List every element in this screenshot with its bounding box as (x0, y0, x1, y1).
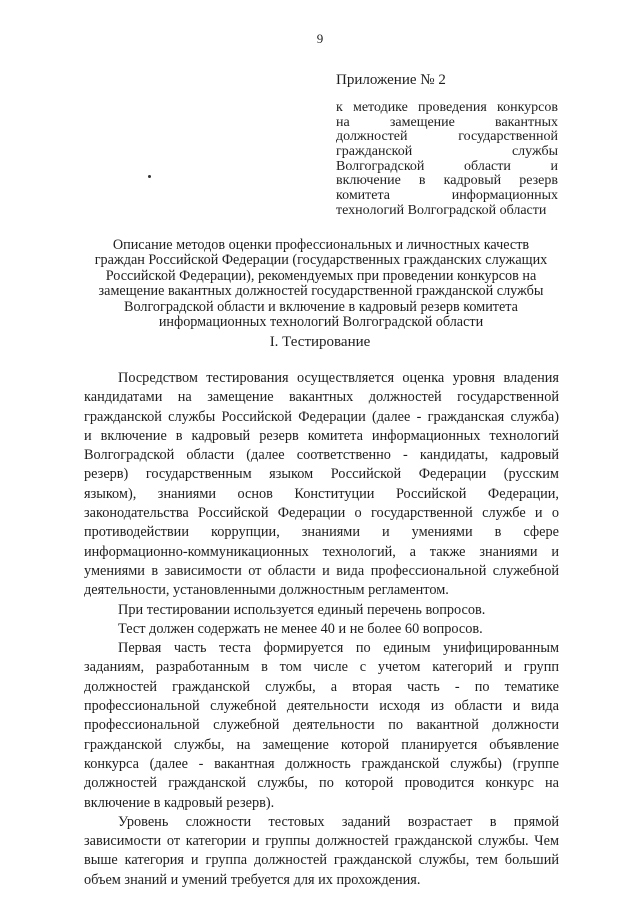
document-heading (80, 238, 562, 330)
appendix-reference-line: к методике проведения конкурсов (336, 100, 558, 115)
paragraph-line: конкурса (далее - вакантная должность гражданской службы) (группе (84, 755, 559, 772)
appendix-reference-line: Волгоградской области и (336, 158, 558, 174)
paragraph-line: законодательства Российской Федерации о государственной службе и о (84, 505, 559, 522)
paragraph-line: информационно-коммуникационных технологий, а также знаниями и (84, 543, 559, 560)
body-text (84, 369, 559, 890)
appendix-reference-line: технологий Волгоградской области (336, 202, 547, 218)
appendix-reference-line: гражданской службы (336, 144, 558, 160)
paragraph-line: должностей гражданской службы, по которой проводится конкурс на (84, 775, 559, 792)
appendix-reference-line: включение в кадровый резерв (336, 173, 558, 189)
paragraph-line: умениями в зависимости от области и вида профессиональной служебной (84, 562, 559, 579)
heading-line: информационных технологий Волгоградской области (158, 314, 484, 331)
heading-line: граждан Российской Федерации (государственных гражданских служащих (94, 252, 548, 269)
paragraph-line: деятельности, установленными должностным регламентом. (84, 582, 449, 599)
paragraph-line: выше категория и группа должностей гражданской службы, тем больший (84, 852, 559, 869)
paragraph-line: Уровень сложности тестовых заданий возрастает в прямой (118, 813, 559, 830)
heading-line: Волгоградской области и включение в кадровый резерв комитета (124, 298, 518, 315)
paragraph-line: гражданской службы, на замещение которой планируется объявление (84, 736, 559, 753)
paragraph-line: Посредством тестирования осуществляется оценка уровня владения (118, 370, 559, 386)
paragraph-line: При тестировании используется единый перечень вопросов. (118, 601, 486, 618)
paragraph-line: и включение в кадровый резерв комитета информационных технологий (84, 427, 559, 444)
appendix-reference-line: комитета информационных (336, 188, 558, 204)
heading-line: Описание методов оценки профессиональных и личностных качеств (112, 237, 530, 253)
paragraph-line: Тест должен содержать не менее 40 и не более 60 вопросов. (118, 620, 483, 637)
appendix-reference-line: должностей государственной (336, 129, 558, 145)
paragraph-line: кандидатами на замещение вакантных должностей государственной (84, 389, 559, 406)
paragraph-line: профессиональной служебной деятельности по вакантной должности (84, 717, 559, 734)
appendix-reference-line: на замещение вакантных (336, 114, 558, 130)
paragraph-line: включение в кадровый резерв). (84, 794, 275, 811)
appendix-title: Приложение № 2 (336, 72, 446, 88)
paragraph-line: зависимости от категории и группы должностей гражданской службы. Чем (84, 833, 559, 850)
paragraph-line: резерв) государственным языком Российской Федерации (русским (84, 466, 559, 483)
scan-speck (148, 175, 151, 178)
paragraph-line: гражданской службы Российской Федерации (далее - гражданская служба) (84, 408, 559, 425)
paragraph-line: заданиям, разработанным в том числе с учетом категорий и групп (84, 659, 559, 676)
page-number: 9 (316, 31, 324, 46)
paragraph-line: Волгоградской области (далее соответственно - кандидаты, кадровый (84, 447, 559, 464)
paragraph-line: должностей гражданской службы, а вторая часть - по тематике (84, 678, 559, 695)
heading-line: замещение вакантных должностей государственной гражданской службы (98, 283, 544, 300)
paragraph-line: Первая часть теста формируется по единым унифицированным (118, 640, 559, 657)
section-title: I. Тестирование (269, 334, 371, 350)
appendix-reference (336, 101, 558, 219)
heading-line: Российской Федерации), рекомендуемых при проведении конкурсов на (105, 267, 537, 284)
paragraph-line: профессиональной служебной деятельности исходя из области и вида (84, 698, 559, 715)
paragraph-line: языком), знаниями основ Конституции Российской Федерации, (84, 485, 559, 502)
paragraph-line: объем знаний и умений требуется для их прохождения. (84, 871, 421, 888)
paragraph-line: противодействии коррупции, знаниями и умениями в сфере (84, 524, 559, 541)
